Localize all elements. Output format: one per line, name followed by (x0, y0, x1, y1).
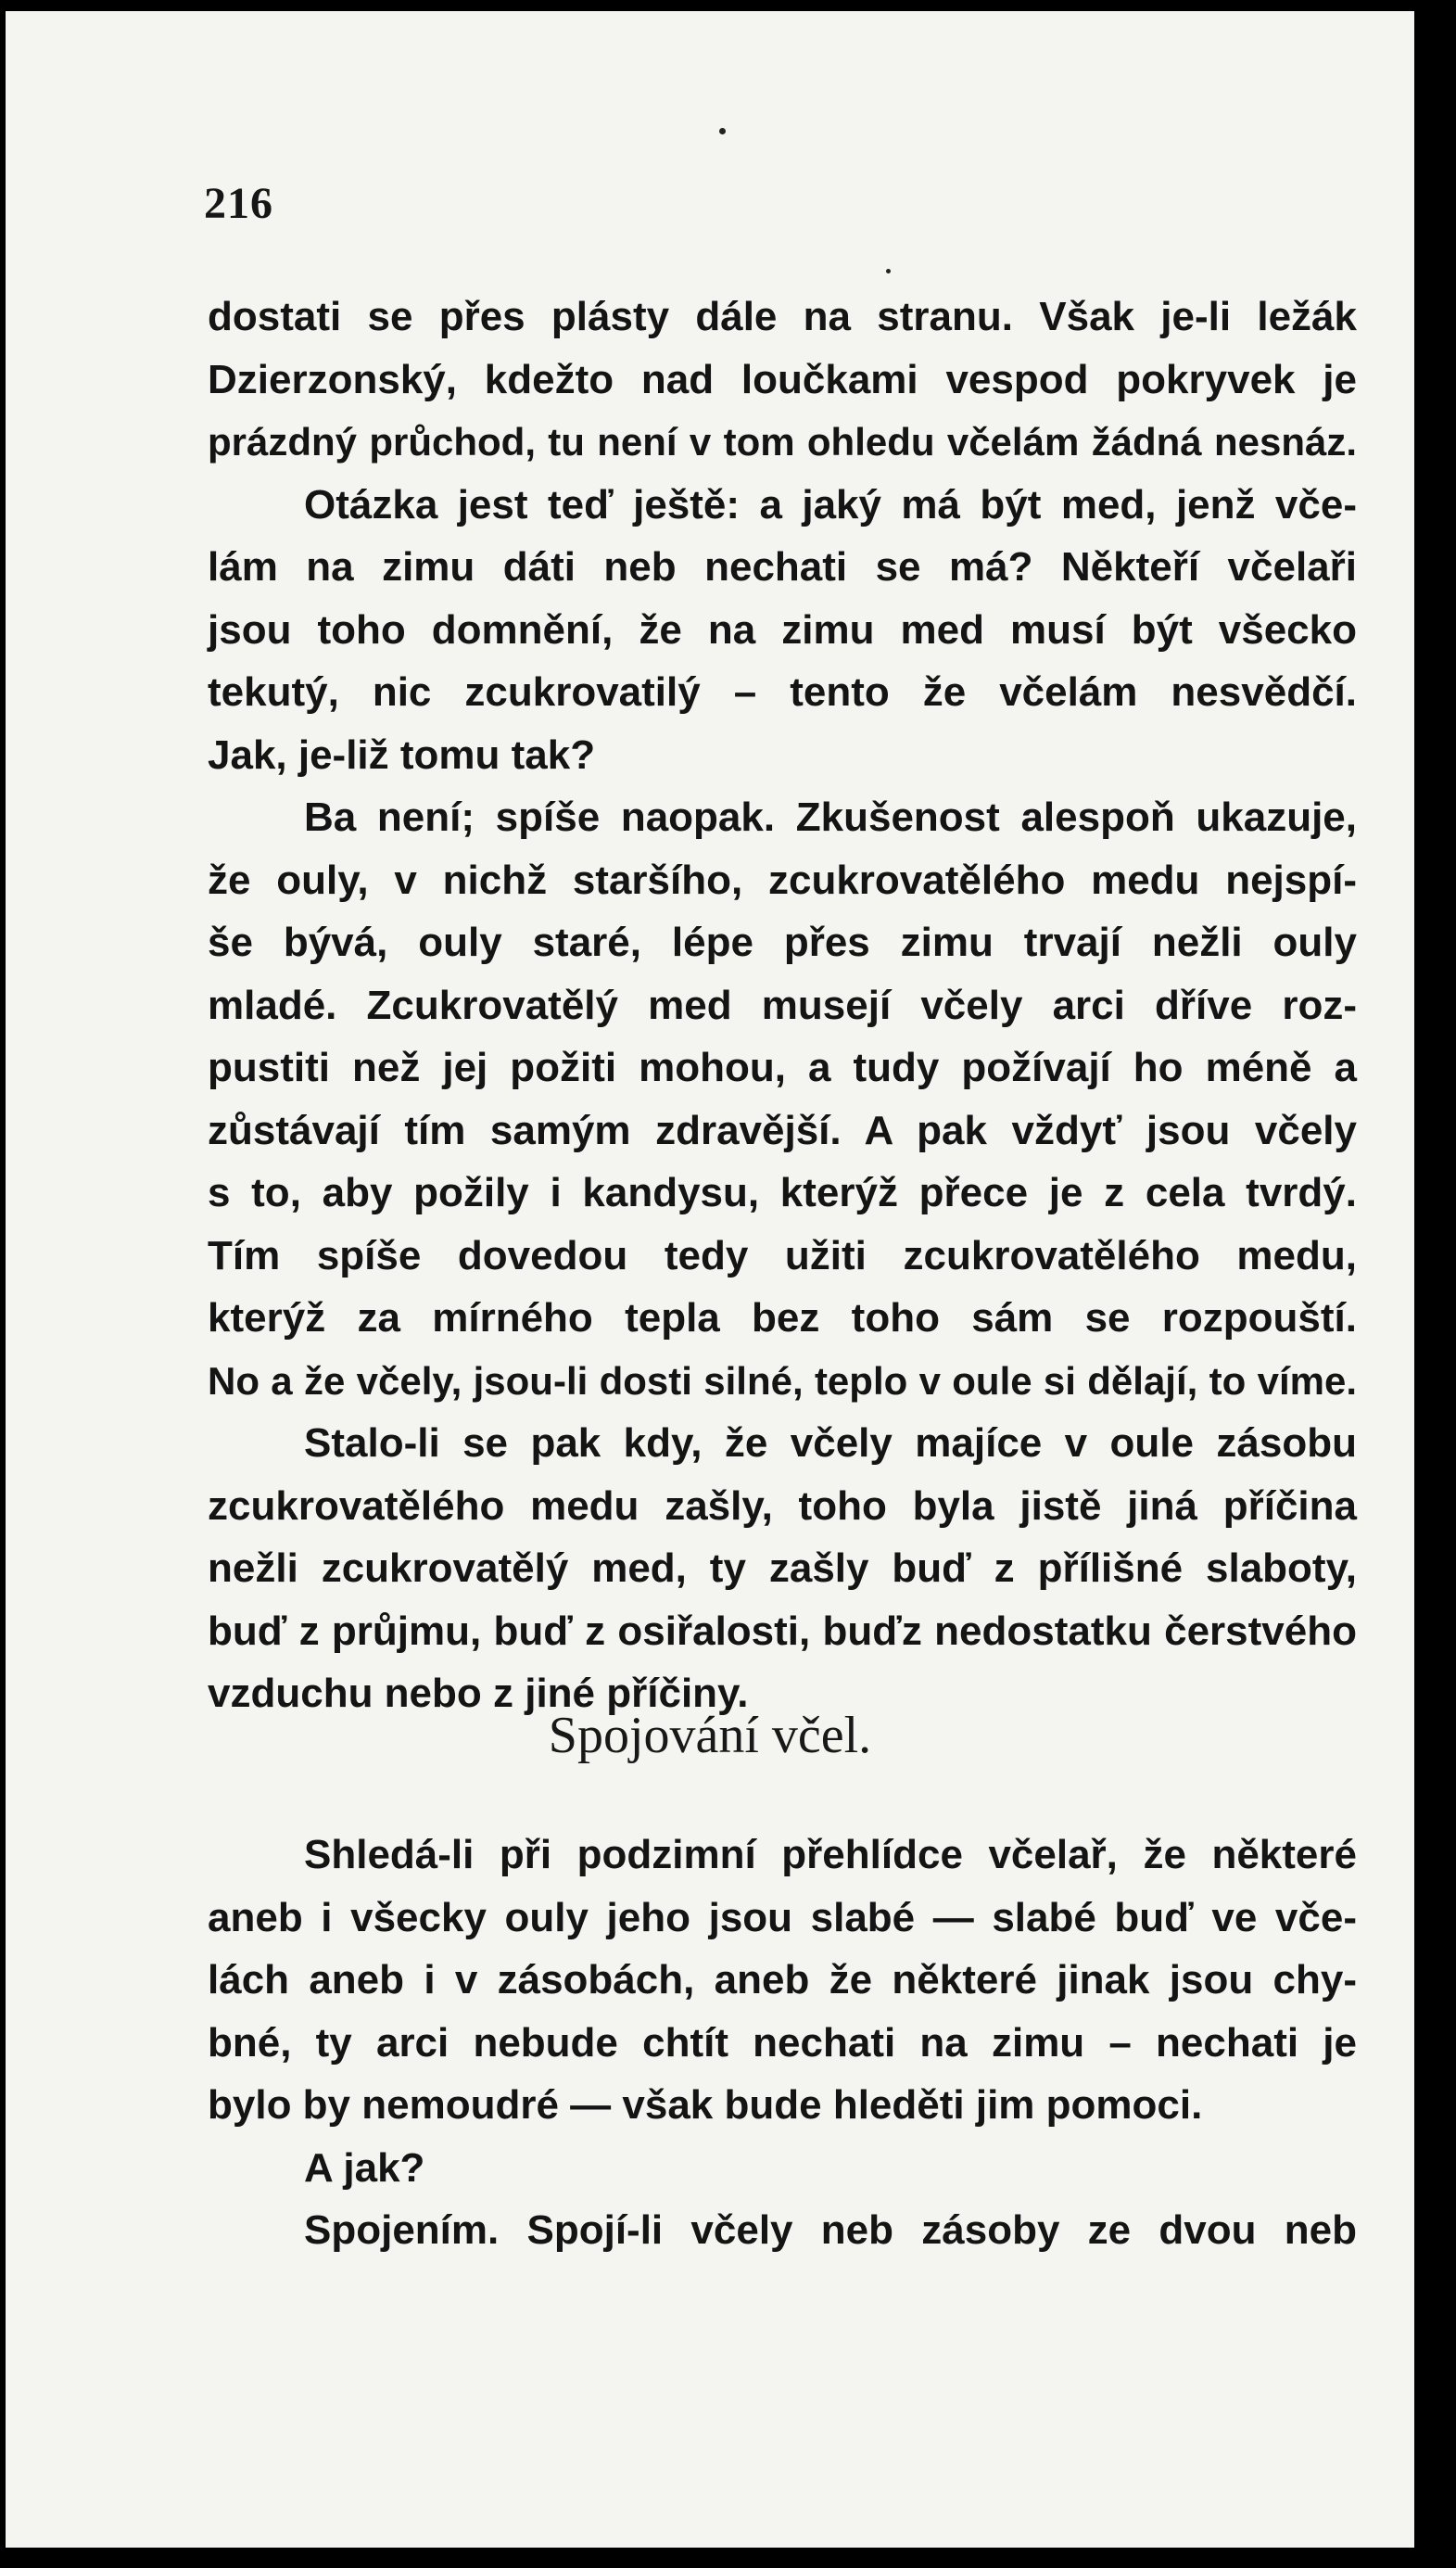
text-line: že ouly, v nichž staršího, zcukrovatělého medu nejspí- (208, 857, 1357, 903)
text-line: Otázka jest teď ještě: a jaký má být med, jenž vče- (304, 481, 1357, 528)
text-line: Tím spíše dovedou tedy užiti zcukrovatělého medu, (208, 1232, 1357, 1278)
text-line: bylo by nemoudré — však bude hleděti jim pomoci. (208, 2082, 1203, 2128)
ink-speck (886, 269, 891, 273)
page-number: 216 (204, 179, 273, 228)
text-line: Shledá-li při podzimní přehlídce včelař, že některé (304, 1832, 1357, 1877)
scan-border (1414, 0, 1456, 2568)
text-line: zůstávají tím samým zdravější. A pak vždyť jsou včely (208, 1107, 1357, 1153)
text-line: A jak? (304, 2144, 425, 2191)
text-line: tekutý, nic zcukrovatilý – tento že včelám nesvědčí. (208, 669, 1357, 715)
text-line: No a že včely, jsou-li dosti silné, teplo v oule si dělají, to víme. (208, 1358, 1357, 1403)
text-line: nežli zcukrovatělý med, ty zašly buď z přílišné slaboty, (208, 1545, 1357, 1591)
text-line: pustiti než jej požiti mohou, a tudy požívají ho méně a (208, 1045, 1357, 1090)
text-line: Stalo-li se pak kdy, že včely majíce v oule zásobu (304, 1420, 1357, 1466)
book-page (6, 11, 1414, 2548)
text-line: aneb i všecky ouly jeho jsou slabé — slabé buď ve vče- (208, 1894, 1357, 1940)
text-line: Spojením. Spojí-li včely neb zásoby ze dvou neb (304, 2207, 1357, 2253)
text-line: dostati se přes plásty dále na stranu. Však je-li ležák (208, 294, 1357, 339)
text-line: bné, ty arci nebude chtít nechati na zimu – nechati je (208, 2019, 1357, 2066)
text-line: še bývá, ouly staré, lépe přes zimu trvají nežli ouly (208, 920, 1357, 965)
text-line: s to, aby požily i kandysu, kterýž přece je z cela tvrdý. (208, 1170, 1357, 1215)
text-line: prázdný průchod, tu není v tom ohledu včelám žádná nesnáz. (208, 420, 1357, 464)
text-line: jsou toho domnění, že na zimu med musí být všecko (208, 606, 1357, 653)
text-line: lách aneb i v zásobách, aneb že některé jinak jsou chy- (208, 1957, 1357, 2002)
ink-speck (719, 128, 726, 134)
text-line: lám na zimu dáti neb nechati se má? Někteří včelaři (208, 544, 1357, 590)
text-line: Jak, je-liž tomu tak? (208, 731, 596, 778)
text-block-upper (208, 286, 1357, 1725)
text-line: Ba není; spíše naopak. Zkušenost alespoň ukazuje, (304, 795, 1357, 840)
text-line: Dzierzonský, kdežto nad loučkami vespod pokryvek je (208, 356, 1357, 402)
text-line: kterýž za mírného tepla bez toho sám se rozpouští. (208, 1295, 1357, 1341)
text-block-lower (208, 1824, 1357, 2262)
text-line: mladé. Zcukrovatělý med musejí včely arci dříve roz- (208, 982, 1357, 1028)
text-line: buď z průjmu, buď z osiřalosti, buďz nedostatku čerstvého (208, 1608, 1357, 1654)
section-heading: Spojování včel. (548, 1707, 872, 1764)
text-line: vzduchu nebo z jiné příčiny. (208, 1671, 749, 1716)
text-line: zcukrovatělého medu zašly, toho byla jistě jiná příčina (208, 1482, 1357, 1529)
